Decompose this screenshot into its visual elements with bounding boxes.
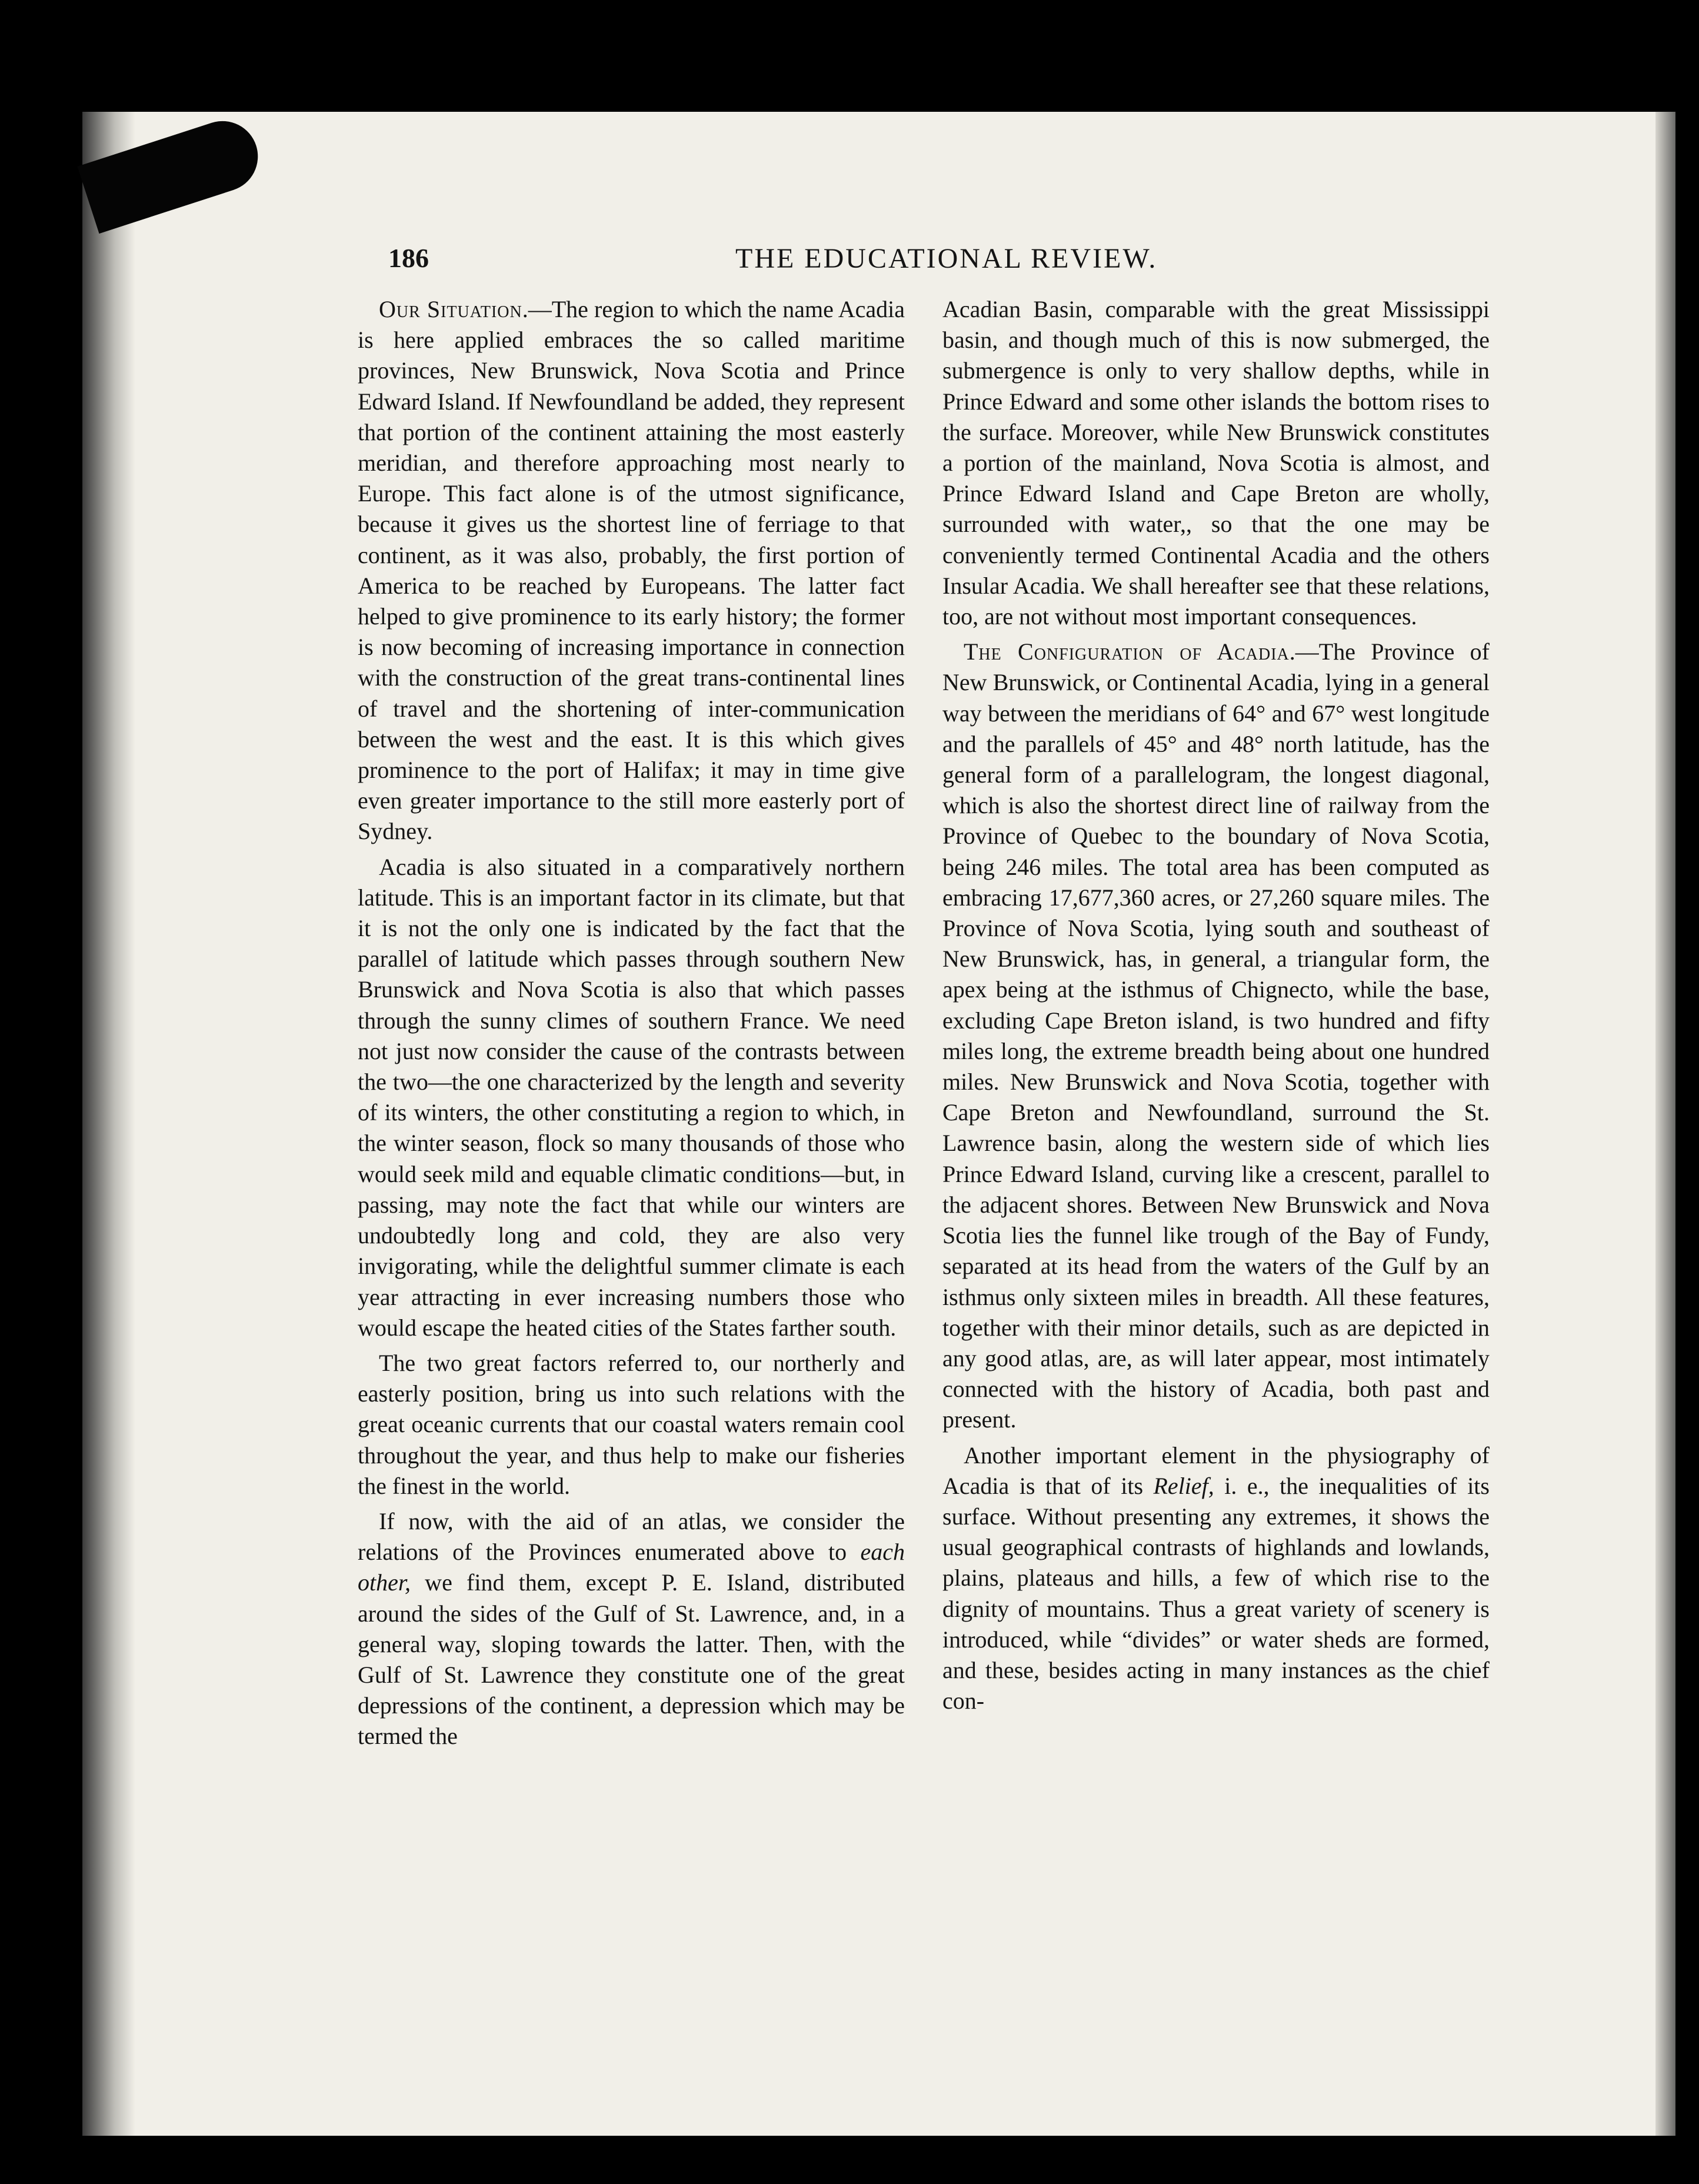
paragraph-configuration bbox=[942, 637, 1490, 1435]
running-title: THE EDUCATIONAL REVIEW. bbox=[735, 243, 1158, 274]
page-number: 186 bbox=[388, 243, 429, 273]
italic-phrase: each other, bbox=[358, 1539, 905, 1596]
paragraph-text: Another important element in the physiography of Acadia is that of its bbox=[942, 1441, 1490, 1499]
paragraph-latitude: Acadia is also situated in a comparatively northern latitude. This is an important factor in its climate, but that it is not the only one is indicated by the fact that the parallel of latitude which passes through southern New Brunswick and Nova Scotia is also that which passes through the sunny climes of southern France. We need not just now consider the cause of the contrasts between the two—the one characterized by the length and severity of its winters, the other constituting a region to which, in the winter season, flock so many thousands of those who would seek mild and equable climatic conditions—but, in passing, may note the fact that while our winters are undoubtedly long and cold, they are also very invigorating, while the delightful summer climate is each year attracting in ever increasing numbers those who would escape the heated cities of the States farther south. bbox=[358, 853, 905, 1341]
paragraph-text: If now, with the aid of an atlas, we consider the relations of the Provinces enumerated above to bbox=[358, 1507, 905, 1566]
paragraph-text: i. e., the inequalities of its surface. Without presenting any extremes, it shows the usual geographical contrasts of highlands and lowlands, plains, plateaus and hills, a few of which rise to the dignity of mountains. Thus a great variety of scenery is introduced, while “divides” or water sheds are formed, and these, besides acting in many instances as the chief con- bbox=[942, 1472, 1490, 1714]
paragraph-provinces-relations bbox=[358, 1506, 905, 1752]
paragraph-text: we find them, except P. E. Island, distributed around the sides of the Gulf of St. Lawrence, and, in a general way, sloping towards the latter. Then, with the Gulf of St. Lawrence they constitute one of the great depressions of the continent, a depression which may be termed the bbox=[358, 1569, 905, 1750]
page-right-edge bbox=[1655, 112, 1675, 2136]
paragraph-text: .—The Province of New Brunswick, or Continental Acadia, lying in a general way between the meridians of 64° and 67° west longitude and the parallels of 45° and 48° north latitude, has the general form of a parallelogram, the longest diagonal, which is also the shortest direct line of railway from the Province of Quebec to the boundary of Nova Scotia, being 246 miles. The total area has been computed as embracing 17,677,360 acres, or 27,260 square miles. The Province of Nova Scotia, lying south and southeast of New Brunswick, has, in general, a triangular form, the apex being at the isthmus of Chignecto, while the base, excluding Cape Breton island, is two hundred and fifty miles long, the extreme breadth being about one hundred miles. New Brunswick and Nova Scotia, together with Cape Breton and Newfoundland, surround the St. Lawrence basin, along the western side of which lies Prince Edward Island, curving like a crescent, parallel to the adjacent shores. Between New Brunswick and Nova Scotia lies the funnel like trough of the Bay of Fundy, separated at its head from the waters of the Gulf by an isthmus only sixteen miles in breadth. All these features, together with their minor details, such as are depicted in any good atlas, are, as will later appear, most intimately connected with the history of Acadia, both past and present. bbox=[942, 638, 1490, 1433]
paragraph-text: .—The region to which the name Acadia is here applied embraces the so called maritime provinces, New Brunswick, Nova Scotia and Prince Edward Island. If Newfoundland be added, they represent that portion of the continent attaining the most easterly meridian, and therefore approaching most nearly to Europe. This fact alone is of the utmost significance, because it gives us the shortest line of ferriage to that continent, as it was also, probably, the first portion of America to be reached by Europeans. The latter fact helped to give prominence to its early history; the former is now becoming of increasing importance in connection with the construction of the great trans-continental lines of travel and the shortening of inter-communication between the west and the east. It is this which gives prominence to the port of Halifax; it may in time give even greater importance to the still more easterly port of Sydney. bbox=[358, 296, 905, 845]
right-column bbox=[942, 294, 1490, 1716]
left-column bbox=[358, 294, 905, 1752]
paragraph-acadian-basin: Acadian Basin, comparable with the great Mississippi basin, and though much of this is now submerged, the submergence is only to very shallow depths, while in Prince Edward and some other islands the bottom rises to the surface. Moreover, while New Brunswick constitutes a portion of the mainland, Nova Scotia is almost, and Prince Edward Island and Cape Breton are wholly, surrounded with water,, so that the one may be conveniently termed Continental Acadia and the others Insular Acadia. We shall hereafter see that these relations, too, are not without most important consequences. bbox=[942, 296, 1490, 630]
page-header bbox=[388, 242, 1565, 278]
paragraph-relief bbox=[942, 1440, 1490, 1717]
italic-phrase: Relief, bbox=[1153, 1472, 1214, 1499]
page-gutter-shadow bbox=[82, 112, 135, 2136]
paragraph-our-situation bbox=[358, 294, 905, 847]
paragraph-ocean-currents: The two great factors referred to, our northerly and easterly position, bring us into such relations with the great oceanic currents that our coastal waters remain cool throughout the year, and thus help to make our fisheries the finest in the world. bbox=[358, 1349, 905, 1499]
section-heading: The Configuration of Acadia bbox=[964, 638, 1290, 665]
section-heading: Our Situation bbox=[379, 296, 522, 322]
